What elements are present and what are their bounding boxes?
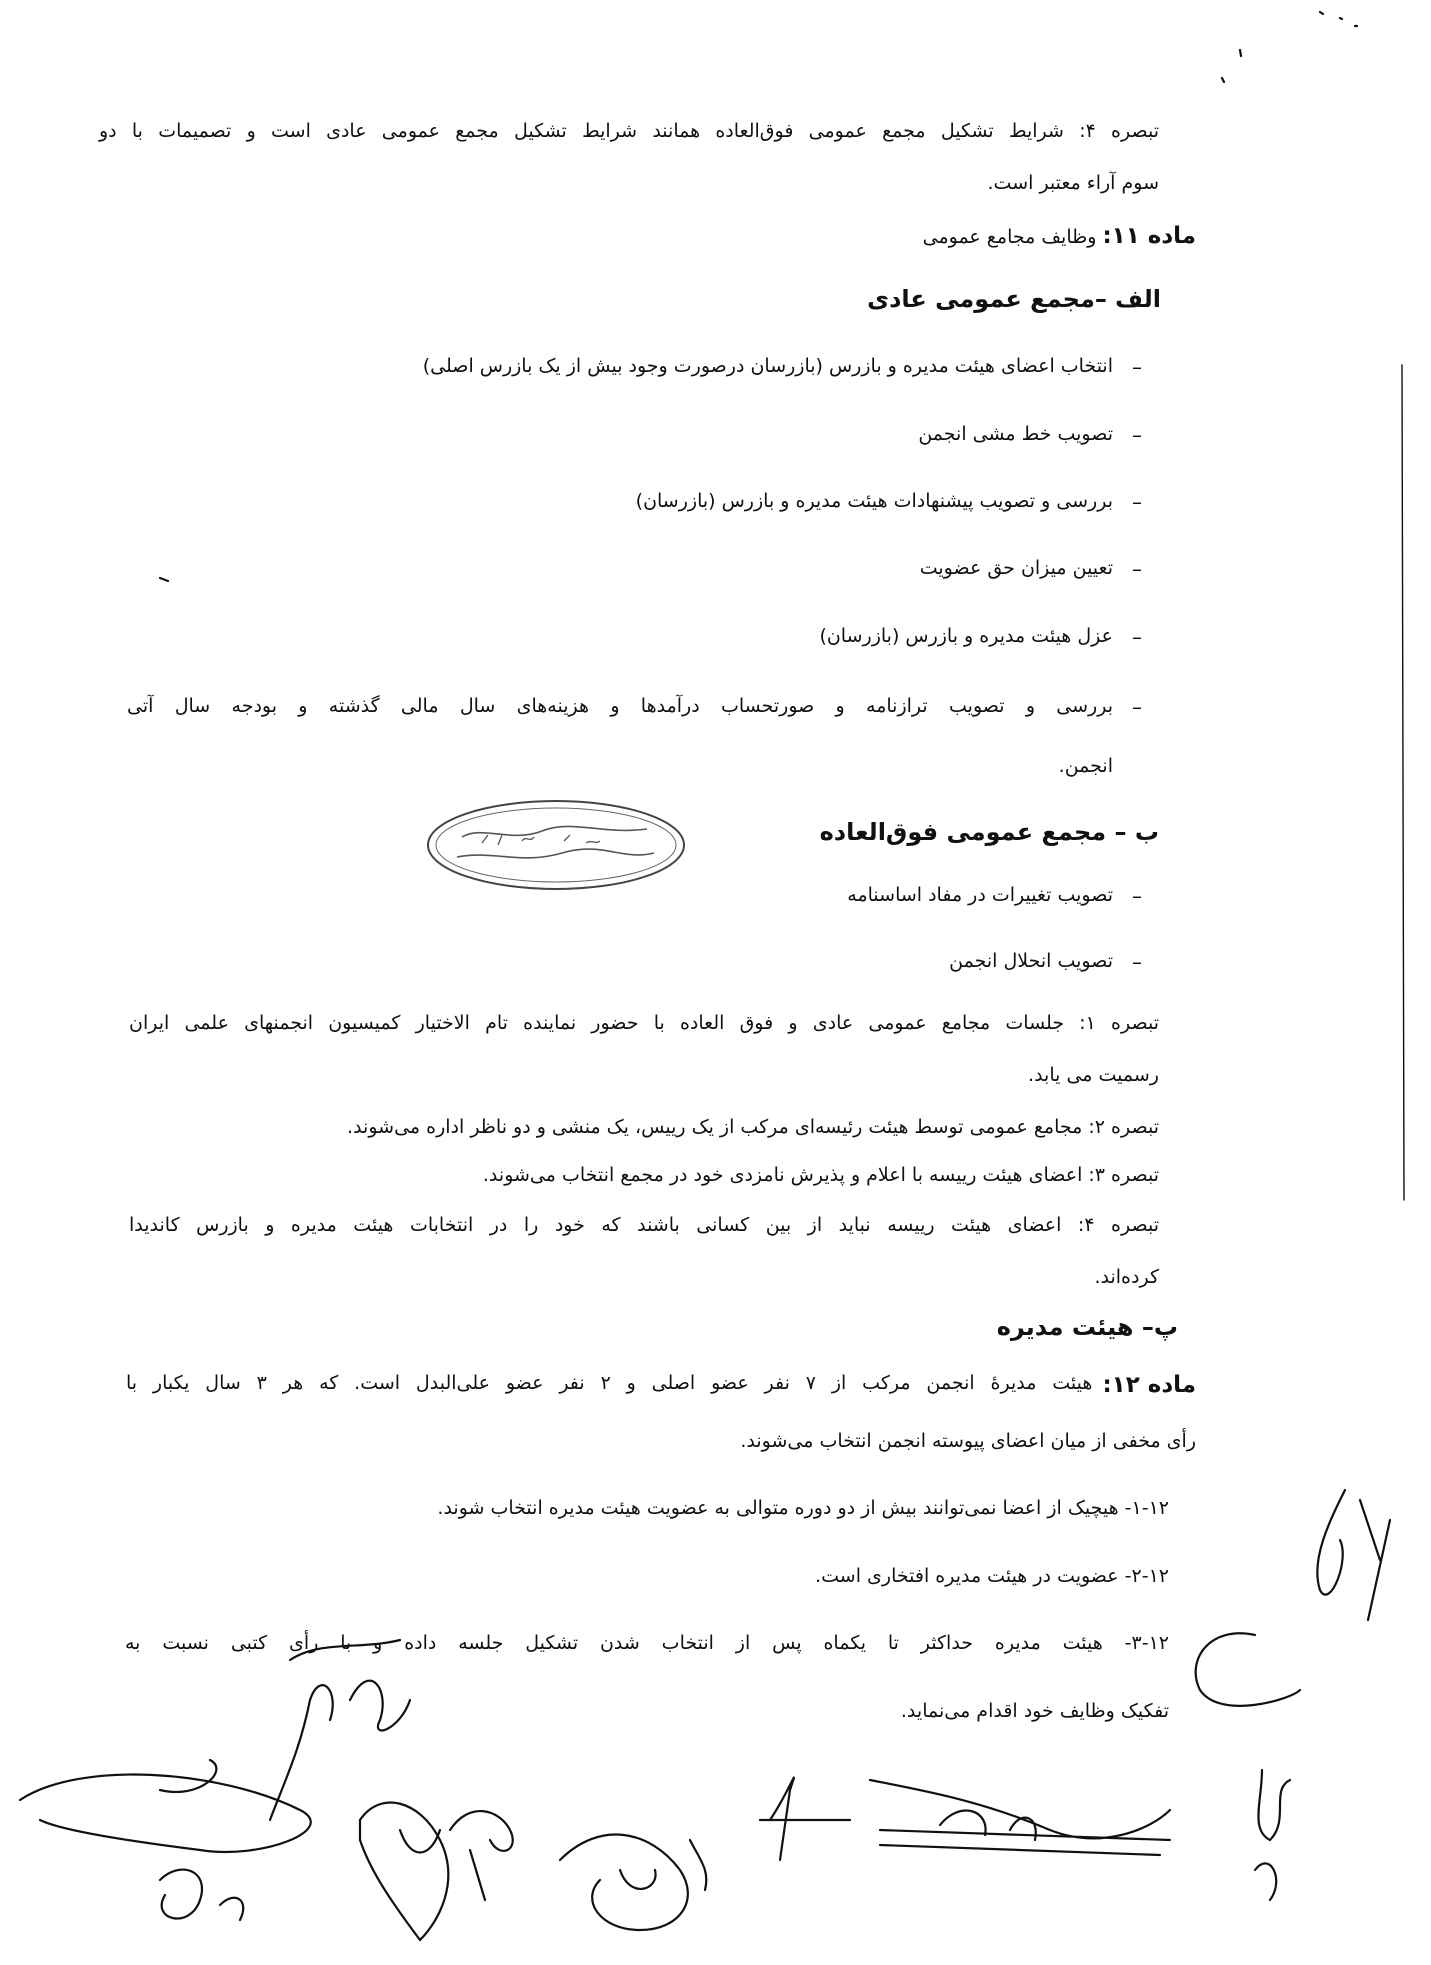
signature-8 <box>870 1780 1170 1855</box>
section-pe-heading: پ– هیئت مدیره <box>996 1313 1178 1341</box>
list-item-alef-6: بررسی و تصویب ترازنامه و صورتحساب درآمدها و هزینه‌های سال مالی گذشته و بودجه سال آتی <box>127 695 1113 717</box>
note-1-line1: تبصره ۱: جلسات مجامع عمومی عادی و فوق العاده با حضور نماینده تام الاختیار کمیسیون انجمنهای علمی ایران <box>129 1012 1159 1034</box>
clause-12-3-line2: تفکیک وظایف خود اقدام می‌نماید. <box>900 1700 1169 1722</box>
list-item-alef-4: تعیین میزان حق عضویت <box>919 557 1113 579</box>
list-item-alef-2: تصویب خط مشی انجمن <box>918 423 1113 445</box>
section-alef-heading: الف –مجمع عمومی عادی <box>867 285 1161 313</box>
list-dash: – <box>1132 423 1142 447</box>
note-4-top-line2: سوم آراء معتبر است. <box>987 172 1159 194</box>
official-seal-stamp <box>422 795 690 895</box>
signature-5 <box>450 1811 513 1900</box>
note-1-line2: رسمیت می یابد. <box>1028 1064 1159 1086</box>
signature-4 <box>360 1803 448 1940</box>
list-item-be-2: تصویب انحلال انجمن <box>949 950 1113 972</box>
list-dash: – <box>1132 884 1142 908</box>
signature-6 <box>560 1835 706 1930</box>
clause-12-3-line1: ۳-۱۲- هیئت مدیره حداکثر تا یکماه پس از انتخاب شدن تشکیل جلسه داده و با رأی کتبی نسبت به <box>125 1632 1169 1654</box>
margin-signature-1 <box>1317 1490 1390 1620</box>
pen-mark <box>160 578 168 581</box>
note-3: تبصره ۳: اعضای هیئت رییسه با اعلام و پذیرش نامزدی خود در مجمع انتخاب می‌شوند. <box>482 1164 1159 1186</box>
signature-1 <box>20 1760 311 1852</box>
article-12-text: هیئت مدیرهٔ انجمن مرکب از ۷ نفر عضو اصلی و ۲ نفر عضو علی‌البدل است. که هر ۳ سال یکبار با <box>126 1372 1093 1394</box>
speck-marks <box>1222 12 1357 82</box>
list-dash: – <box>1132 950 1142 974</box>
list-dash: – <box>1132 355 1142 379</box>
list-dash: – <box>1132 490 1142 514</box>
section-be-heading: ب – مجمع عمومی فوق‌العاده <box>819 818 1159 846</box>
note-2: تبصره ۲: مجامع عمومی توسط هیئت رئیسه‌ای مرکب از یک رییس، یک منشی و دو ناظر اداره می‌شوند. <box>347 1116 1159 1138</box>
list-item-alef-6-cont: انجمن. <box>1058 755 1113 777</box>
note-4-top-line1: تبصره ۴: شرایط تشکیل مجمع عمومی فوق‌العاده همانند شرایط تشکیل مجمع عمومی عادی است و تصمیمات با دو <box>99 120 1159 142</box>
list-item-alef-5: عزل هیئت مدیره و بازرس (بازرسان) <box>819 625 1113 647</box>
list-item-alef-1: انتخاب اعضای هیئت مدیره و بازرس (بازرسان درصورت وجود بیش از یک بازرس اصلی) <box>422 355 1113 377</box>
signature-2 <box>270 1640 410 1820</box>
clause-12-1: ۱-۱۲- هیچیک از اعضا نمی‌توانند بیش از دو دوره متوالی به عضویت هیئت مدیره انتخاب شوند. <box>437 1497 1169 1519</box>
list-item-be-1: تصویب تغییرات در مفاد اساسنامه <box>847 884 1113 906</box>
margin-signature-2 <box>1196 1633 1300 1706</box>
list-item-alef-3: بررسی و تصویب پیشنهادات هیئت مدیره و بازرس (بازرسان) <box>635 490 1113 512</box>
list-dash: – <box>1132 695 1142 719</box>
article-12-line1 <box>126 1372 1196 1398</box>
list-dash: – <box>1132 557 1142 581</box>
margin-line <box>1402 365 1404 1200</box>
signature-7 <box>760 1778 850 1860</box>
note-4-line2: کرده‌اند. <box>1094 1266 1159 1288</box>
article-11-title: وظایف مجامع عمومی <box>922 226 1097 248</box>
note-4-line1: تبصره ۴: اعضای هیئت رییسه نباید از بین کسانی باشند که خود را در انتخابات هیئت مدیره و بازرس کاندیدا <box>129 1214 1159 1236</box>
article-12-label: ماده ۱۲: <box>1102 1372 1196 1398</box>
article-12-line2: رأی مخفی از میان اعضای پیوسته انجمن انتخاب می‌شوند. <box>740 1430 1196 1452</box>
margin-signature-3 <box>1255 1770 1290 1900</box>
article-11-label: ماده ۱۱: <box>1102 223 1196 249</box>
clause-12-2: ۲-۱۲- عضویت در هیئت مدیره افتخاری است. <box>815 1565 1169 1587</box>
list-dash: – <box>1132 625 1142 649</box>
signature-3 <box>160 1870 243 1920</box>
article-11 <box>923 223 1196 249</box>
